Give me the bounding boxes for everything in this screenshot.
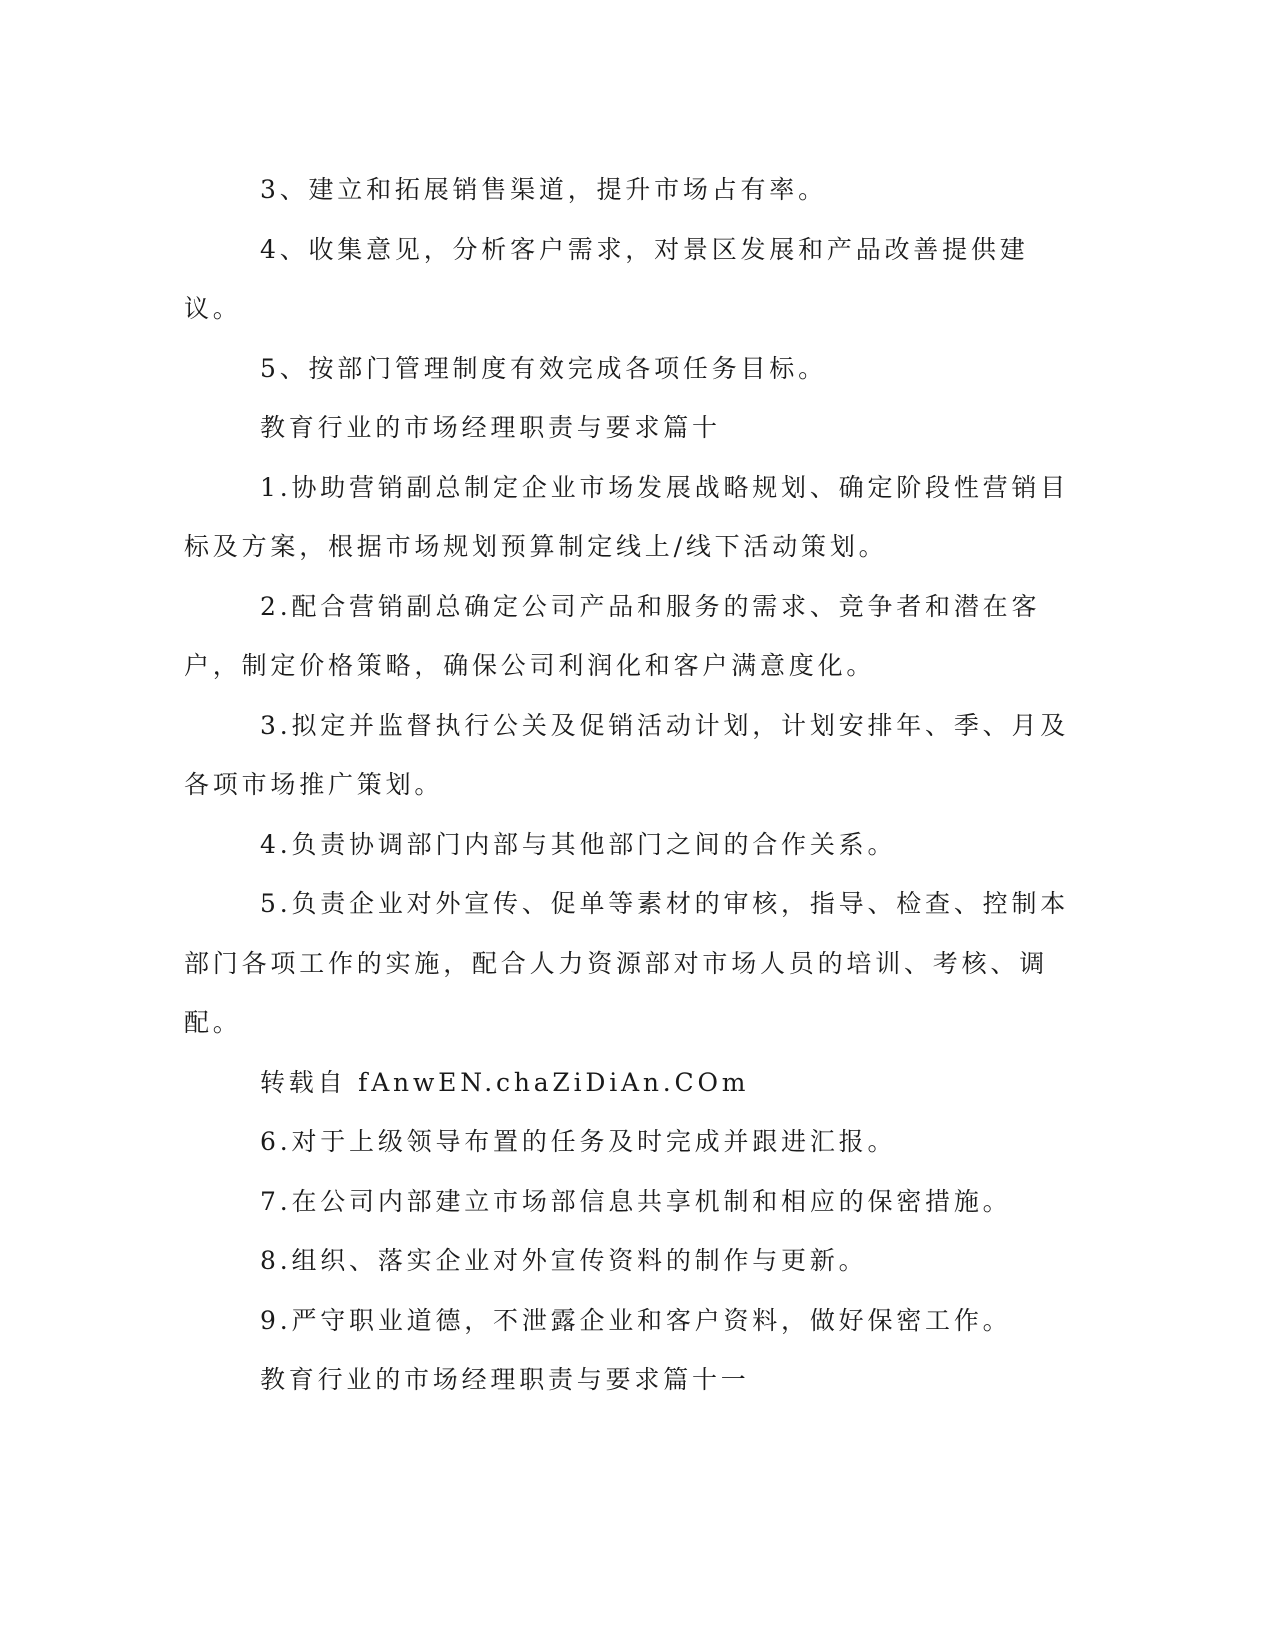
paragraph-professional-ethics: 9.严守职业道德，不泄露企业和客户资料，做好保密工作。 [260,1305,1012,1335]
paragraph-strategy-planning: 1.协助营销副总制定企业市场发展战略规划、确定阶段性营销目标及方案，根据市场规划预算制定线上/线下活动策划。 [184,472,1070,561]
paragraph-pricing-strategy: 2.配合营销副总确定公司产品和服务的需求、竞争者和潜在客户，制定价格策略，确保公司利润化和客户满意度化。 [184,591,1041,680]
paragraph-customer-feedback: 4、收集意见，分析客户需求，对景区发展和产品改善提供建议。 [184,234,1029,323]
source-note: 转载自 fAnwEN.chaZiDiAn.COm [260,1067,750,1097]
paragraph-material-review: 5.负责企业对外宣传、促单等素材的审核，指导、检查、控制本部门各项工作的实施，配合人力资源部对市场人员的培训、考核、调配。 [184,889,1070,1037]
paragraph-promotion-plan: 3.拟定并监督执行公关及促销活动计划，计划安排年、季、月及各项市场推广策划。 [184,710,1070,799]
section-heading-part-10: 教育行业的市场经理职责与要求篇十 [260,413,721,442]
paragraph-info-sharing: 7.在公司内部建立市场部信息共享机制和相应的保密措施。 [260,1186,1012,1216]
paragraph-department-tasks: 5、按部门管理制度有效完成各项任务目标。 [260,353,827,383]
document-body [184,160,1074,1410]
paragraph-task-followup: 6.对于上级领导布置的任务及时完成并跟进汇报。 [260,1127,897,1156]
paragraph-channel-expansion: 3、建立和拓展销售渠道，提升市场占有率。 [260,175,827,204]
section-heading-part-11: 教育行业的市场经理职责与要求篇十一 [260,1365,750,1394]
paragraph-publicity-materials: 8.组织、落实企业对外宣传资料的制作与更新。 [260,1246,868,1275]
paragraph-coordination: 4.负责协调部门内部与其他部门之间的合作关系。 [260,829,897,859]
